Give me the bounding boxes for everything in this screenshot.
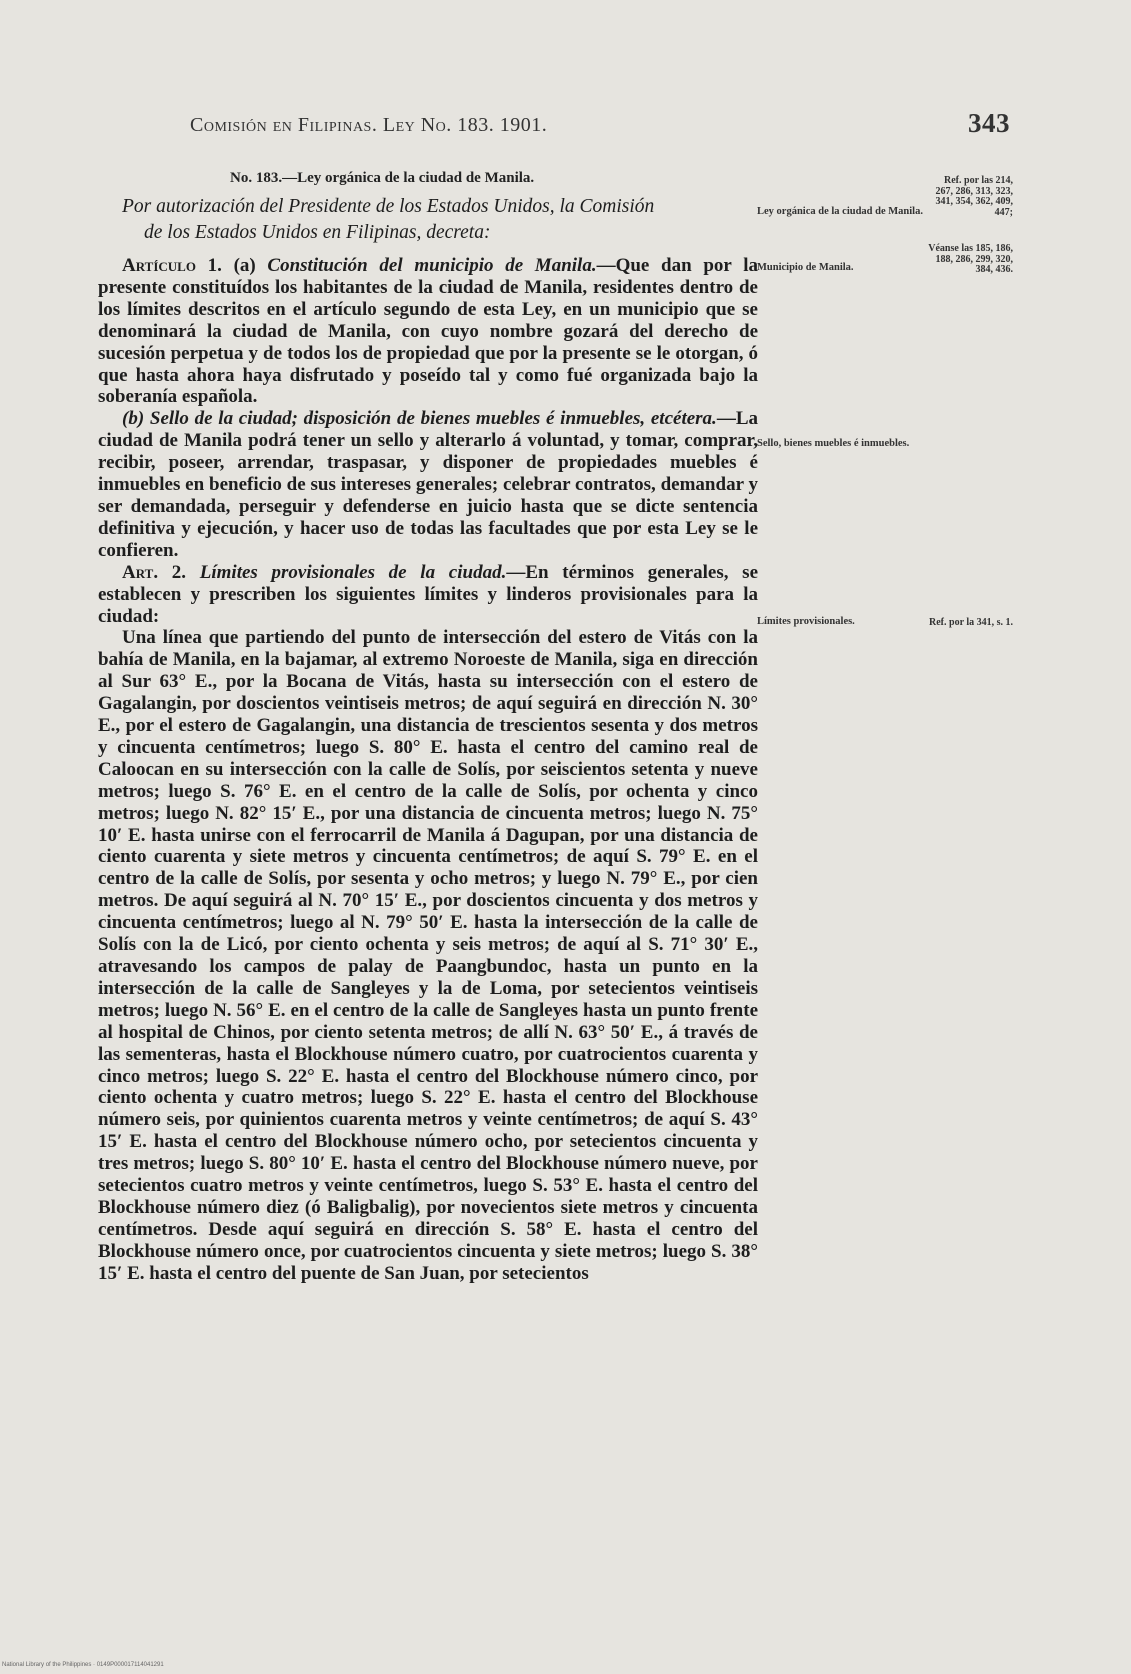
margin-note-municipio: Municipio de Manila. bbox=[757, 262, 854, 273]
page-number: 343 bbox=[968, 108, 1010, 138]
article-1-b bbox=[98, 408, 758, 561]
article-2-text: —En términos generales, se establecen y prescriben los siguientes límites y linderos provisionales para la ciudad: bbox=[98, 561, 758, 627]
margin-note-ley-organica: Ley orgánica de la ciudad de Manila. bbox=[757, 206, 923, 217]
running-title: Comisión en Filipinas. Ley No. 183. 1901. bbox=[190, 114, 548, 136]
article-1-label: Artículo 1. bbox=[122, 255, 222, 276]
article-2-heading: Límites provisionales de la ciudad. bbox=[199, 561, 507, 583]
article-1-a-text: —Que dan por la presente constituídos los habitantes de la ciudad de Manila, residentes dentro de los límites descritos en el artículo segundo de esta Ley, en un municipio que se denominará la ciudad de Manila, con cuyo nombre gozará del derecho de sucesión perpetua y de todos los de propiedad que por la presente se le otorgan, ó que hasta ahora haya disfrutado y poseído tal y como fué organizada bajo la soberanía española. bbox=[98, 255, 758, 408]
preamble-line-2: de los Estados Unidos en Filipinas, decreta: bbox=[144, 222, 491, 243]
scan-footer: National Library of the Philippines · 0149P000017114041291 bbox=[2, 1662, 164, 1668]
ref-note-1: Ref. por las 214, 267, 286, 313, 323, 341, 354, 362, 409, 447; bbox=[935, 175, 1013, 218]
article-1-b-heading: Sello de la ciudad; disposición de bienes muebles é inmuebles, etcétera. bbox=[149, 408, 717, 430]
article-1-a bbox=[98, 255, 758, 408]
margin-note-sello: Sello, bienes muebles é inmuebles. bbox=[757, 438, 910, 449]
law-title: No. 183.—Ley orgánica de la ciudad de Manila. bbox=[230, 170, 535, 186]
preamble-line-1: Por autorización del Presidente de los Estados Unidos, la Comisión bbox=[122, 196, 655, 217]
article-1-b-text: —La ciudad de Manila podrá tener un sello y alterarlo á voluntad, y tomar, comprar, recibir, poseer, arrendar, traspasar, y disponer de propiedades muebles é inmuebles en beneficio de sus intereses generales; celebrar contratos, demandar y ser demandada, perseguir y defenderse en juicio hasta que se dicte sentencia definitiva y ejecución, y hacer uso de todas las facultades que por esta Ley se le confieren. bbox=[98, 408, 758, 561]
article-1-sub-a: (a) bbox=[233, 255, 256, 276]
article-1-sub-b: (b) bbox=[122, 408, 145, 430]
margin-note-limites: Límites provisionales. bbox=[757, 616, 855, 627]
ref-note-veanse: Véanse las 185, 186, 188, 286, 299, 320, 384, 436. bbox=[928, 243, 1013, 275]
preamble bbox=[122, 194, 762, 246]
ref-note-2: Ref. por la 341, s. 1. bbox=[929, 617, 1013, 628]
page-header bbox=[190, 108, 1010, 138]
article-2 bbox=[98, 562, 758, 628]
article-2-label: Art. 2. bbox=[122, 561, 187, 583]
article-2-boundary-paragraph: Una línea que partiendo del punto de intersección del estero de Vitás con la bahía de Manila, en la bajamar, al extremo Noroeste de Manila, siga en dirección al Sur 63° E., por la Bocana de Vitás, hasta su intersección con el estero de Gagalangin, por doscientos veintiseis metros; de aquí seguirá en dirección N. 30° E., por el estero de Gagalangin, una distancia de trescientos sesenta y dos metros y cincuenta centímetros; luego S. 80° E. hasta el centro del camino real de Caloocan en su intersección con la calle de Solís, por seiscientos setenta y nueve metros; luego S. 76° E. en el centro de la calle de Solís, por ochenta y cinco metros; luego N. 82° 15′ E., por una distancia de cincuenta metros; luego N. 75° 10′ E. hasta unirse con el ferrocarril de Manila á Dagupan, por una distancia de ciento cuarenta y siete metros y cincuenta centímetros; de aquí S. 79° E. en el centro de la calle de Solís, por sesenta y ocho metros; y luego N. 79° E., por cien metros. De aquí seguirá al N. 70° 15′ E., por doscientos cincuenta y dos metros y cincuenta centímetros; luego al N. 79° 50′ E. hasta la intersección de la calle de Solís con la de Licó, por ciento ochenta y seis metros; de aquí al S. 71° 30′ E., atravesando los campos de palay de Paangbundoc, hasta un punto en la intersección de la calle de Sangleyes y la de Loma, por setecientos veintiseis metros; luego N. 56° E. en el centro de la calle de Sangleyes hasta un punto frente al hospital de Chinos, por ciento setenta metros; de allí N. 63° 50′ E., á través de las sementeras, hasta el Blockhouse número cuatro, por cuatrocientos cuarenta y cinco metros; luego S. 22° E. hasta el centro del Blockhouse número cinco, por ciento ochenta y cuatro metros; luego S. 22° E. hasta el centro del Blockhouse número seis, por quinientos cuarenta metros y veinte centímetros; de aquí S. 43° 15′ E. hasta el centro del Blockhouse número ocho, por setecientos cincuenta y tres metros; luego S. 80° 10′ E. hasta el centro del Blockhouse número nueve, por setecientos cuatro metros y veinte centímetros, luego S. 53° E. hasta el centro del Blockhouse número diez (ó Baligbalig), por novecientos siete metros y cincuenta centímetros. Desde aquí seguirá en dirección S. 58° E. hasta el centro del Blockhouse número once, por cuatrocientos cincuenta y siete metros; luego S. 38° 15′ E. hasta el centro del puente de San Juan, por setecientos bbox=[98, 627, 758, 1284]
body-text bbox=[98, 255, 758, 1285]
article-1-a-heading: Constitución del municipio de Manila. bbox=[267, 255, 597, 276]
